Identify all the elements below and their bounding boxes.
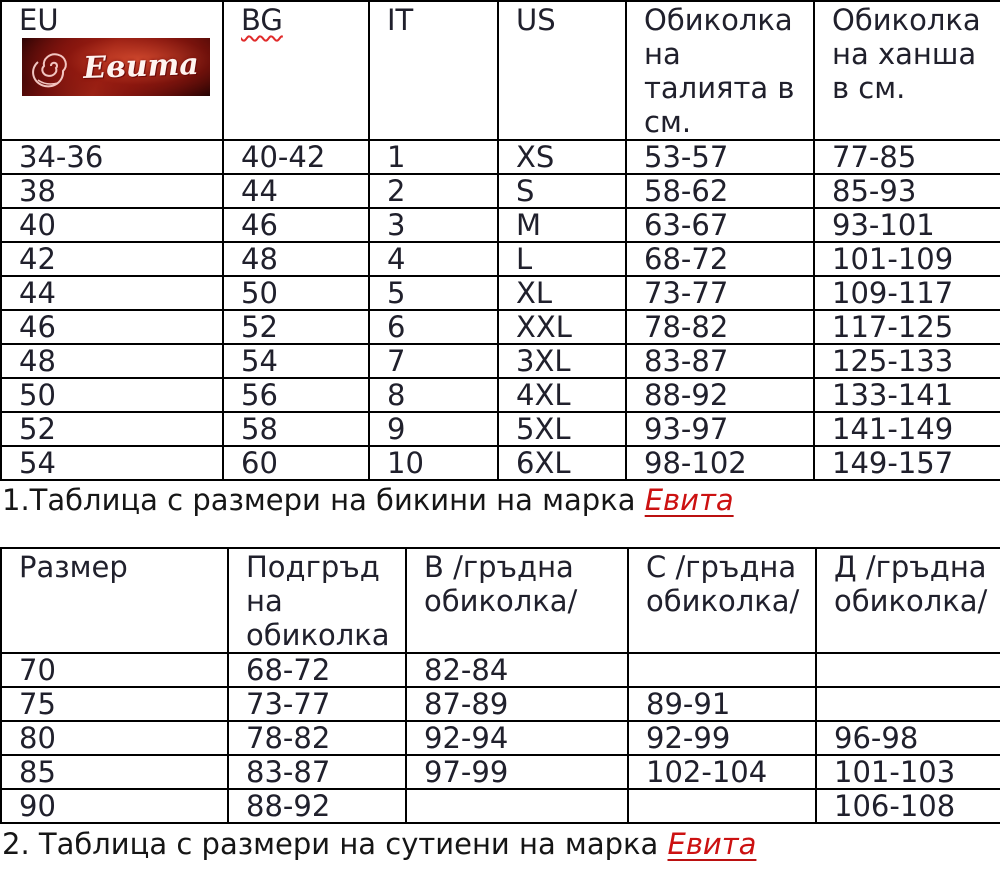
table-cell: 96-98 [816,721,1000,755]
table-cell: 58-62 [626,174,814,208]
table-cell: 106-108 [816,789,1000,823]
table-cell: 2 [369,174,498,208]
table-cell: 149-157 [814,446,1000,480]
column-header-label: BG [241,3,283,37]
table-cell: 4XL [498,378,626,412]
table-row [1,242,1000,276]
table-cell: 117-125 [814,310,1000,344]
table-row [1,174,1000,208]
table-cell: 56 [223,378,369,412]
table-cell: 70 [1,653,228,687]
table-row [1,344,1000,378]
table-cell: 38 [1,174,223,208]
table-row [1,276,1000,310]
column-header-hips [814,1,1000,140]
table-row [1,446,1000,480]
table-cell: 141-149 [814,412,1000,446]
table-row [1,721,1000,755]
table-row [1,310,1000,344]
table-cell: 89-91 [628,687,816,721]
table-cell: 3 [369,208,498,242]
column-header-cup-b [406,548,628,653]
table-cell: XS [498,140,626,174]
table-cell: 53-57 [626,140,814,174]
table-cell: 73-77 [228,687,406,721]
table-cell: 78-82 [626,310,814,344]
table-header-row [1,548,1000,653]
table-cell [816,653,1000,687]
table-cell: 102-104 [628,755,816,789]
table-cell: 40-42 [223,140,369,174]
table-cell: 46 [1,310,223,344]
table-cell: 7 [369,344,498,378]
table-cell [628,789,816,823]
table-cell: 52 [1,412,223,446]
table-row [1,412,1000,446]
table-header-row [1,1,1000,140]
table-cell: 93-97 [626,412,814,446]
table-cell: 46 [223,208,369,242]
table-cell: 44 [223,174,369,208]
table-cell: 63-67 [626,208,814,242]
table-cell: 8 [369,378,498,412]
caption-text: 1.Таблица с размери на бикини на марка [2,483,645,517]
column-header-cup-d [816,548,1000,653]
table-cell: 133-141 [814,378,1000,412]
table-cell: L [498,242,626,276]
table-cell: 48 [1,344,223,378]
table-cell: 10 [369,446,498,480]
table-cell: 50 [223,276,369,310]
rose-icon [30,44,72,90]
table-cell: 77-85 [814,140,1000,174]
table-cell: 85-93 [814,174,1000,208]
table-cell: 34-36 [1,140,223,174]
table-cell: 9 [369,412,498,446]
table-cell: 101-109 [814,242,1000,276]
column-header-label: Подгръдна обиколка [246,550,390,652]
table1-caption [2,485,1000,515]
table-cell: 85 [1,755,228,789]
table-cell: 82-84 [406,653,628,687]
table-cell: 87-89 [406,687,628,721]
table-cell: 54 [223,344,369,378]
table-cell: 92-94 [406,721,628,755]
table-cell: 97-99 [406,755,628,789]
table-cell: S [498,174,626,208]
table-cell: XXL [498,310,626,344]
table-row [1,687,1000,721]
table-cell: 40 [1,208,223,242]
table-cell: XL [498,276,626,310]
table-cell: 83-87 [228,755,406,789]
table-row [1,208,1000,242]
table-row [1,755,1000,789]
table-row [1,378,1000,412]
column-header-underbust [228,548,406,653]
column-header-eu [1,1,223,140]
table-cell: 83-87 [626,344,814,378]
brand-link[interactable]: Евита [644,483,734,517]
table-cell: 73-77 [626,276,814,310]
column-header-label: IT [387,3,414,37]
table-cell [816,687,1000,721]
table-cell: 68-72 [228,653,406,687]
table-cell: 52 [223,310,369,344]
column-header-label: Размер [19,550,128,584]
table-cell: 98-102 [626,446,814,480]
table-cell: 5XL [498,412,626,446]
table-row [1,140,1000,174]
column-header-it [369,1,498,140]
table-cell: 125-133 [814,344,1000,378]
column-header-label: Обиколка на ханша в см. [832,3,981,105]
column-header-bg [223,1,369,140]
table-cell: 75 [1,687,228,721]
table-cell: 3XL [498,344,626,378]
table-cell: 5 [369,276,498,310]
caption-text: 2. Таблица с размери на сутиени на марка [2,827,668,861]
evita-brand-logo [22,38,210,96]
column-header-label: EU [19,3,59,37]
column-header-waist [626,1,814,140]
table-cell: 44 [1,276,223,310]
table-cell: 54 [1,446,223,480]
table2-caption [2,829,1000,859]
bra-size-table [0,547,1000,824]
table-cell: 58 [223,412,369,446]
column-header-cup-c [628,548,816,653]
column-header-label: US [516,3,556,37]
table-cell [628,653,816,687]
table-cell: 109-117 [814,276,1000,310]
table-cell: 88-92 [626,378,814,412]
column-header-us [498,1,626,140]
table-cell: M [498,208,626,242]
column-header-label: Обиколка на талията в см. [644,3,795,139]
table-cell: 42 [1,242,223,276]
table-cell: 4 [369,242,498,276]
table-cell: 50 [1,378,223,412]
table-row [1,653,1000,687]
table-cell [406,789,628,823]
table-cell: 6XL [498,446,626,480]
table-cell: 78-82 [228,721,406,755]
table-cell: 1 [369,140,498,174]
table-cell: 68-72 [626,242,814,276]
column-header-label: В /гръдна обиколка/ [424,550,578,618]
table-cell: 60 [223,446,369,480]
logo-brand-text: Евита [82,46,200,87]
table-cell: 6 [369,310,498,344]
column-header-label: С /гръдна обиколка/ [646,550,800,618]
table-cell: 92-99 [628,721,816,755]
table-row [1,789,1000,823]
table-cell: 101-103 [816,755,1000,789]
table-cell: 93-101 [814,208,1000,242]
table-cell: 48 [223,242,369,276]
column-header-label: Д /гръдна обиколка/ [834,550,988,618]
table-cell: 80 [1,721,228,755]
table-cell: 90 [1,789,228,823]
brand-link[interactable]: Евита [667,827,757,861]
column-header-size [1,548,228,653]
table-cell: 88-92 [228,789,406,823]
